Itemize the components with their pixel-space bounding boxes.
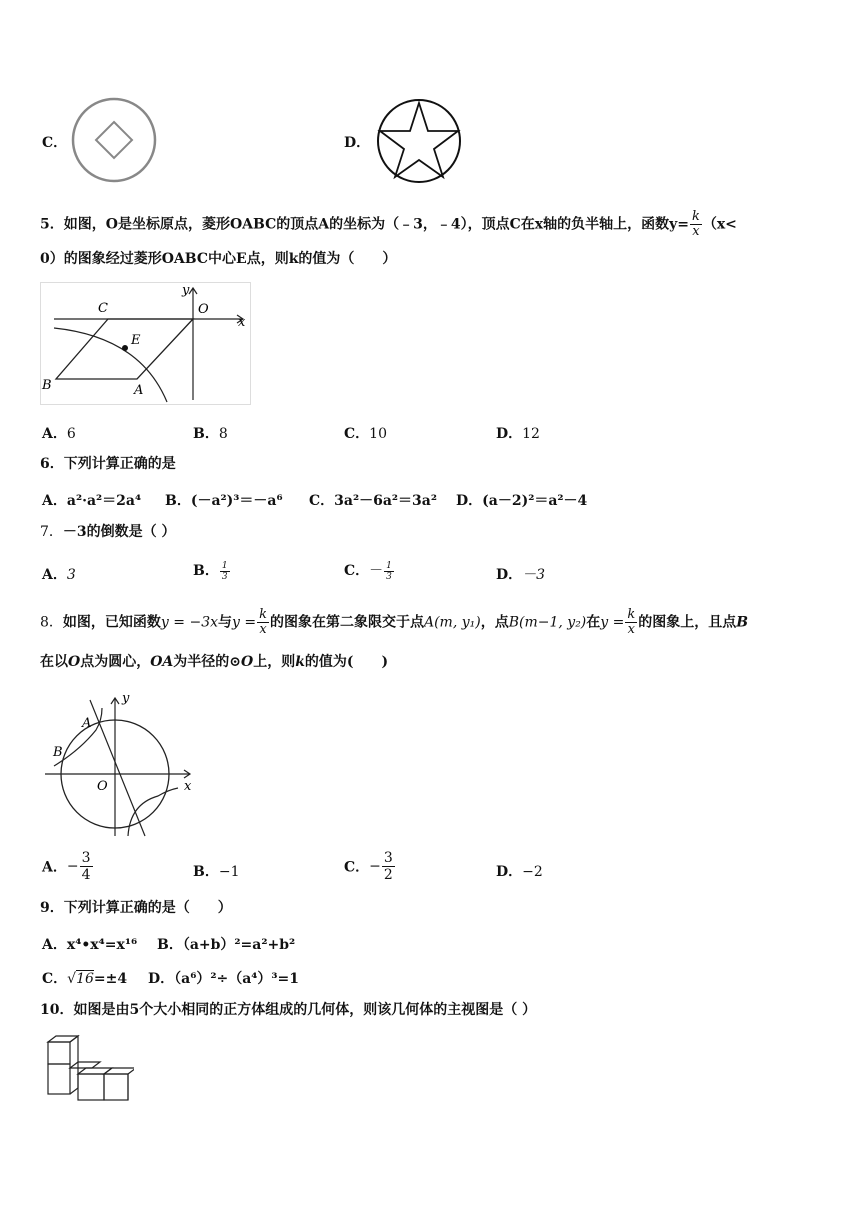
label-o: O: [198, 302, 209, 317]
q8-option-b: B．−1: [193, 864, 240, 880]
label-b: B: [53, 745, 63, 760]
diamond-shape: [96, 122, 132, 158]
q9-option-b: B．（a+b）²=a²+b²: [157, 937, 296, 953]
label-b: B: [42, 378, 52, 393]
q7-b-fraction: $\frac{1}{3}$: [221, 560, 228, 582]
label-y: y: [182, 283, 190, 298]
q5-number: 5．: [40, 216, 64, 233]
label-a: A: [82, 716, 92, 731]
q8-option-c: C．− $\frac{3}{2}$: [344, 850, 393, 883]
q6-option-c: C．3a²－6a²＝3a²: [309, 493, 437, 509]
q8-fraction-1: $\frac{k}{x}$: [259, 607, 267, 637]
q6-option-d: D．(a－2)²＝a²－4: [456, 493, 588, 509]
q7-title: 7．－3的倒数是（ ）: [40, 524, 176, 540]
q9-option-d: D．（a⁶）²÷（a⁴）³=1: [148, 971, 300, 987]
q8-fraction-2: $\frac{k}{x}$: [627, 607, 636, 637]
q6-option-a: A．a²·a²＝2a⁴: [42, 493, 142, 509]
label-a: A: [134, 383, 144, 398]
q8-c-fraction: $\frac{3}{2}$: [383, 850, 393, 883]
q5-text-tail: （x<: [702, 216, 737, 233]
q8-a-fraction: $\frac{3}{4}$: [81, 850, 91, 883]
q5-line2: 0）的图象经过菱形OABC中心E点，则k的值为（ ）: [40, 251, 397, 267]
point-e: [122, 345, 128, 351]
label-e: E: [131, 333, 141, 348]
label-x: x: [238, 315, 246, 330]
q8-figure: [40, 690, 200, 840]
q10-figure-cubes: [44, 1034, 134, 1106]
q7-option-a: A．3: [42, 567, 76, 583]
q5-fraction: $\frac{k}{x}$: [691, 209, 700, 239]
q5-option-c: C．10: [344, 426, 387, 442]
q5-line1: [40, 210, 737, 239]
q10-title: 10．如图是由5个大小相同的正方体组成的几何体，则该几何体的主视图是（ ）: [40, 1002, 537, 1018]
q7-option-d: D．－3: [496, 567, 546, 583]
q6-option-b: B．(－a²)³＝－a⁶: [165, 493, 283, 509]
q5-text: 如图，O是坐标原点，菱形OABC的顶点A的坐标为（﹣3，﹣4），顶点C在x轴的负半轴上，函数y=: [63, 216, 689, 233]
q5-option-a: A．6: [42, 426, 76, 442]
label-x: x: [184, 779, 192, 794]
q8-line2: 在以O点为圆心，OA为半径的⊙O上，则k的值为( ): [40, 654, 389, 670]
q7-option-b: B． $\frac{1}{3}$: [193, 560, 228, 582]
q9-option-a: A．x⁴•x⁴=x¹⁶: [42, 937, 138, 953]
q5-figure: [40, 282, 252, 406]
circle-shape: [378, 100, 460, 182]
q9-option-c: C．√16=±4: [42, 971, 128, 987]
q5-option-b: B．8: [193, 426, 228, 442]
q7-c-fraction: $\frac{1}{3}$: [386, 560, 392, 582]
q8-line1: 8．如图，已知函数y = −3x与y = $\frac{k}{x}$ 的图象在第二象限交于点A(m, y₁)，点B(m−1, y₂)在y = $\frac{k}{x}$ 的图象上，且点B: [40, 607, 749, 637]
star-shape: [380, 103, 458, 177]
q4-option-c-label: C．: [42, 135, 68, 151]
label-y: y: [122, 691, 130, 706]
label-c: C: [98, 301, 108, 316]
q4-option-d-label: D．: [344, 135, 371, 151]
q8-option-d: D．−2: [496, 864, 543, 880]
q7-option-c: C．－ $\frac{1}{3}$: [344, 560, 392, 582]
q4-option-d-figure: [374, 97, 464, 185]
label-o: O: [97, 779, 108, 794]
q6-title: 6．下列计算正确的是: [40, 456, 176, 472]
circle-shape: [73, 99, 155, 181]
q9-title: 9．下列计算正确的是（ ）: [40, 900, 232, 916]
q5-option-d: D．12: [496, 426, 540, 442]
q8-option-a: A．− $\frac{3}{4}$: [42, 850, 91, 883]
q4-option-c-figure: [66, 95, 162, 187]
